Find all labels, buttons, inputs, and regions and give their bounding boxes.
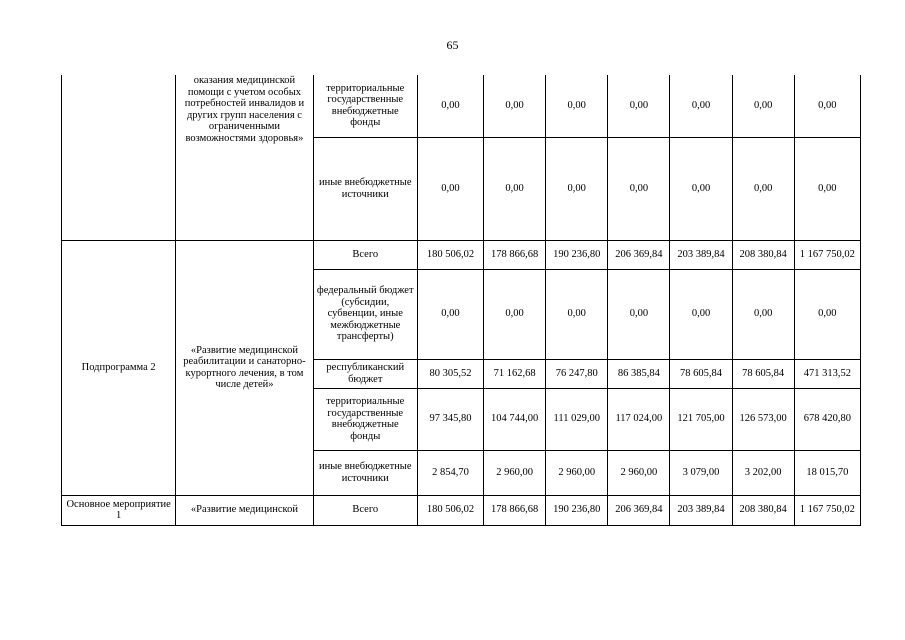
value-cell: 0,00 — [546, 137, 608, 240]
value-cell: 178 866,68 — [484, 495, 546, 525]
value-cell: 0,00 — [608, 137, 670, 240]
value-cell: 471 313,52 — [794, 359, 860, 388]
program-title-cell: оказания медицинской помощи с учетом особых потребностей инвалидов и других групп населения с ограниченными возможностями здоровья» — [176, 75, 313, 240]
value-cell: 0,00 — [608, 269, 670, 359]
value-cell: 18 015,70 — [794, 450, 860, 495]
value-cell: 2 854,70 — [417, 450, 483, 495]
value-cell: 178 866,68 — [484, 240, 546, 269]
value-cell: 190 236,80 — [546, 495, 608, 525]
value-cell: 0,00 — [670, 75, 732, 137]
value-cell: 0,00 — [670, 137, 732, 240]
funding-source-cell: иные внебюджетные источники — [313, 450, 417, 495]
budget-table — [61, 75, 861, 526]
value-cell: 208 380,84 — [732, 240, 794, 269]
value-cell: 208 380,84 — [732, 495, 794, 525]
value-cell: 0,00 — [794, 75, 860, 137]
value-cell: 0,00 — [417, 269, 483, 359]
value-cell: 0,00 — [484, 269, 546, 359]
value-cell: 0,00 — [670, 269, 732, 359]
funding-source-cell: Всего — [313, 240, 417, 269]
value-cell: 117 024,00 — [608, 388, 670, 450]
funding-source-cell: Всего — [313, 495, 417, 525]
value-cell: 78 605,84 — [670, 359, 732, 388]
value-cell: 180 506,02 — [417, 240, 483, 269]
table-row — [62, 495, 861, 525]
value-cell: 104 744,00 — [484, 388, 546, 450]
funding-source-cell: территориальные государственные внебюджетные фонды — [313, 75, 417, 137]
value-cell: 2 960,00 — [484, 450, 546, 495]
funding-source-cell: республиканский бюджет — [313, 359, 417, 388]
value-cell: 180 506,02 — [417, 495, 483, 525]
value-cell: 206 369,84 — [608, 495, 670, 525]
value-cell: 3 079,00 — [670, 450, 732, 495]
table-row — [62, 240, 861, 269]
value-cell: 678 420,80 — [794, 388, 860, 450]
value-cell: 3 202,00 — [732, 450, 794, 495]
value-cell: 0,00 — [546, 269, 608, 359]
value-cell: 80 305,52 — [417, 359, 483, 388]
value-cell: 203 389,84 — [670, 495, 732, 525]
value-cell: 0,00 — [546, 75, 608, 137]
value-cell: 0,00 — [732, 137, 794, 240]
program-name-cell: Основное мероприятие 1 — [62, 495, 176, 525]
value-cell: 0,00 — [794, 269, 860, 359]
value-cell: 0,00 — [484, 75, 546, 137]
value-cell: 111 029,00 — [546, 388, 608, 450]
value-cell: 190 236,80 — [546, 240, 608, 269]
value-cell: 1 167 750,02 — [794, 240, 860, 269]
value-cell: 126 573,00 — [732, 388, 794, 450]
page-number: 65 — [446, 38, 459, 52]
value-cell: 0,00 — [794, 137, 860, 240]
value-cell: 0,00 — [732, 269, 794, 359]
value-cell: 76 247,80 — [546, 359, 608, 388]
program-name-cell: Подпрограмма 2 — [62, 240, 176, 495]
program-title-cell: «Развитие медицинской реабилитации и санаторно-курортного лечения, в том числе детей» — [176, 240, 313, 495]
value-cell: 2 960,00 — [608, 450, 670, 495]
value-cell: 206 369,84 — [608, 240, 670, 269]
value-cell: 0,00 — [417, 75, 483, 137]
value-cell: 86 385,84 — [608, 359, 670, 388]
value-cell: 121 705,00 — [670, 388, 732, 450]
value-cell: 1 167 750,02 — [794, 495, 860, 525]
funding-source-cell: федеральный бюджет (субсидии, субвенции, иные межбюджетные трансферты) — [313, 269, 417, 359]
value-cell: 0,00 — [417, 137, 483, 240]
program-name-cell — [62, 75, 176, 240]
value-cell: 0,00 — [484, 137, 546, 240]
program-title-cell: «Развитие медицинской — [176, 495, 313, 525]
value-cell: 0,00 — [732, 75, 794, 137]
value-cell: 203 389,84 — [670, 240, 732, 269]
funding-source-cell: территориальные государственные внебюджетные фонды — [313, 388, 417, 450]
funding-source-cell: иные внебюджетные источники — [313, 137, 417, 240]
value-cell: 97 345,80 — [417, 388, 483, 450]
value-cell: 2 960,00 — [546, 450, 608, 495]
value-cell: 71 162,68 — [484, 359, 546, 388]
value-cell: 78 605,84 — [732, 359, 794, 388]
value-cell: 0,00 — [608, 75, 670, 137]
table-row — [62, 75, 861, 137]
